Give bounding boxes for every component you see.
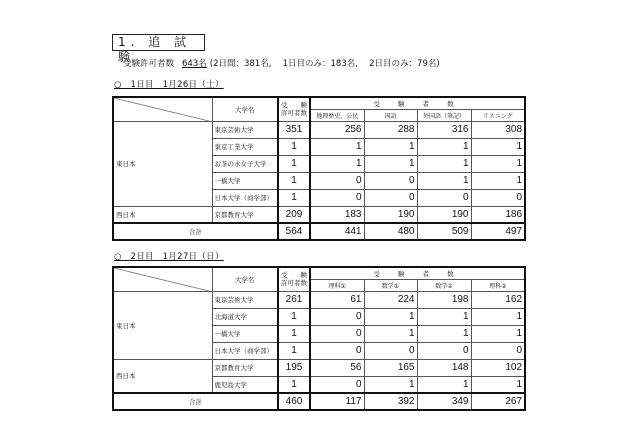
table-row xyxy=(113,206,525,223)
value-cell: 1 xyxy=(471,155,525,172)
university-cell: 東京芸術大学 xyxy=(212,121,278,138)
value-cell: 190 xyxy=(417,206,471,223)
subject-header: 国語 xyxy=(364,109,417,121)
value-cell: 1 xyxy=(417,155,471,172)
value-cell: 198 xyxy=(417,291,471,308)
examinees-header: 受 験 者 数 xyxy=(310,267,525,279)
value-cell: 0 xyxy=(310,172,364,189)
value-cell: 0 xyxy=(364,189,417,206)
university-header: 大学名 xyxy=(212,267,278,291)
table-row xyxy=(113,359,525,376)
value-cell: 0 xyxy=(310,189,364,206)
permit-cell: 1 xyxy=(278,189,310,206)
value-cell: 1 xyxy=(471,172,525,189)
value-cell: 1 xyxy=(364,308,417,325)
university-cell: 東京芸術大学 xyxy=(212,291,278,308)
permit-header-top: 受 験 xyxy=(281,271,307,280)
diagonal-header-cell xyxy=(113,97,212,121)
value-cell: 288 xyxy=(364,121,417,138)
table-row xyxy=(113,291,525,308)
subject-header: 数学② xyxy=(417,279,471,291)
subject-header: 数学① xyxy=(364,279,417,291)
permit-cell: 1 xyxy=(278,376,310,393)
region-cell: 東日本 xyxy=(113,121,212,206)
value-cell: 1 xyxy=(471,376,525,393)
diagonal-header-cell xyxy=(113,267,212,291)
total-value-cell: 349 xyxy=(417,393,471,410)
value-cell: 1 xyxy=(417,172,471,189)
value-cell: 1 xyxy=(471,138,525,155)
value-cell: 0 xyxy=(364,172,417,189)
total-value-cell: 480 xyxy=(364,223,417,240)
value-cell: 0 xyxy=(417,342,471,359)
value-cell: 0 xyxy=(471,189,525,206)
value-cell: 148 xyxy=(417,359,471,376)
value-cell: 256 xyxy=(310,121,364,138)
diagonal-line-icon xyxy=(114,268,212,291)
diagonal-line-icon xyxy=(114,98,212,121)
subject-header: 地理歴史、公民 xyxy=(310,109,364,121)
value-cell: 0 xyxy=(310,376,364,393)
subject-header: 理科② xyxy=(471,279,525,291)
permit-cell: 1 xyxy=(278,172,310,189)
permit-header-top: 受 験 xyxy=(281,101,307,110)
value-cell: 1 xyxy=(364,325,417,342)
value-cell: 56 xyxy=(310,359,364,376)
examinees-header: 受 験 者 数 xyxy=(310,97,525,109)
university-cell: 一橋大学 xyxy=(212,325,278,342)
total-label: 合計 xyxy=(113,223,278,240)
value-cell: 1 xyxy=(417,325,471,342)
permit-cell: 209 xyxy=(278,206,310,223)
region-cell: 西日本 xyxy=(113,359,212,393)
value-cell: 190 xyxy=(364,206,417,223)
total-value-cell: 267 xyxy=(471,393,525,410)
university-cell: 北海道大学 xyxy=(212,308,278,325)
permit-header-bottom: 許可者数 xyxy=(281,109,307,118)
university-cell: 一橋大学 xyxy=(212,172,278,189)
value-cell: 1 xyxy=(364,376,417,393)
value-cell: 165 xyxy=(364,359,417,376)
value-cell: 1 xyxy=(364,155,417,172)
value-cell: 162 xyxy=(471,291,525,308)
total-row xyxy=(113,223,525,240)
table-row xyxy=(113,121,525,138)
value-cell: 0 xyxy=(310,325,364,342)
region-cell: 東日本 xyxy=(113,291,212,359)
permit-cell: 1 xyxy=(278,138,310,155)
value-cell: 1 xyxy=(364,138,417,155)
value-cell: 224 xyxy=(364,291,417,308)
subject-header: 理科① xyxy=(310,279,364,291)
total-value-cell: 392 xyxy=(364,393,417,410)
value-cell: 1 xyxy=(471,325,525,342)
permit-header xyxy=(278,267,310,291)
total-value-cell: 509 xyxy=(417,223,471,240)
university-cell: お茶の水女子大学 xyxy=(212,155,278,172)
university-cell: 京都教育大学 xyxy=(212,359,278,376)
summary-label: 受験許可者数 xyxy=(123,59,175,69)
value-cell: 316 xyxy=(417,121,471,138)
total-value-cell: 441 xyxy=(310,223,364,240)
value-cell: 1 xyxy=(417,376,471,393)
value-cell: 1 xyxy=(310,155,364,172)
day2-heading: ○ 2日目 1月27日（日） xyxy=(114,252,224,262)
permit-cell: 261 xyxy=(278,291,310,308)
university-cell: 日本大学（商学部） xyxy=(212,342,278,359)
summary-detail: (2日間：381名, 1日目のみ：183名, 2日目のみ：79名) xyxy=(209,59,440,69)
subject-header: リスニング xyxy=(471,109,525,121)
permit-summary xyxy=(123,57,440,69)
value-cell: 1 xyxy=(310,138,364,155)
total-row xyxy=(113,393,525,410)
permit-header xyxy=(278,97,310,121)
value-cell: 61 xyxy=(310,291,364,308)
university-header: 大学名 xyxy=(212,97,278,121)
permit-cell: 1 xyxy=(278,308,310,325)
permit-cell: 195 xyxy=(278,359,310,376)
value-cell: 0 xyxy=(471,342,525,359)
value-cell: 308 xyxy=(471,121,525,138)
value-cell: 0 xyxy=(417,189,471,206)
value-cell: 0 xyxy=(364,342,417,359)
permit-cell: 1 xyxy=(278,325,310,342)
value-cell: 1 xyxy=(417,138,471,155)
value-cell: 1 xyxy=(471,308,525,325)
permit-cell: 1 xyxy=(278,155,310,172)
university-cell: 鹿児島大学 xyxy=(212,376,278,393)
total-label: 合計 xyxy=(113,393,278,410)
value-cell: 1 xyxy=(417,308,471,325)
university-cell: 日本大学（商学部） xyxy=(212,189,278,206)
day1-table xyxy=(112,96,526,241)
subject-header: 外国語（筆記） xyxy=(417,109,471,121)
permit-header-bottom: 許可者数 xyxy=(281,279,307,288)
permit-cell: 1 xyxy=(278,342,310,359)
summary-total: 643名 xyxy=(182,59,207,69)
total-permit-cell: 460 xyxy=(278,393,310,410)
value-cell: 0 xyxy=(310,308,364,325)
total-value-cell: 117 xyxy=(310,393,364,410)
day2-table xyxy=(112,266,526,411)
region-cell: 西日本 xyxy=(113,206,212,223)
permit-cell: 351 xyxy=(278,121,310,138)
day1-heading: ○ 1日目 1月26日（土） xyxy=(114,80,224,90)
university-cell: 京都教育大学 xyxy=(212,206,278,223)
value-cell: 186 xyxy=(471,206,525,223)
value-cell: 102 xyxy=(471,359,525,376)
total-permit-cell: 564 xyxy=(278,223,310,240)
section-title: 1. 追 試 験 xyxy=(112,34,205,51)
value-cell: 183 xyxy=(310,206,364,223)
value-cell: 0 xyxy=(310,342,364,359)
university-cell: 東京工業大学 xyxy=(212,138,278,155)
total-value-cell: 497 xyxy=(471,223,525,240)
